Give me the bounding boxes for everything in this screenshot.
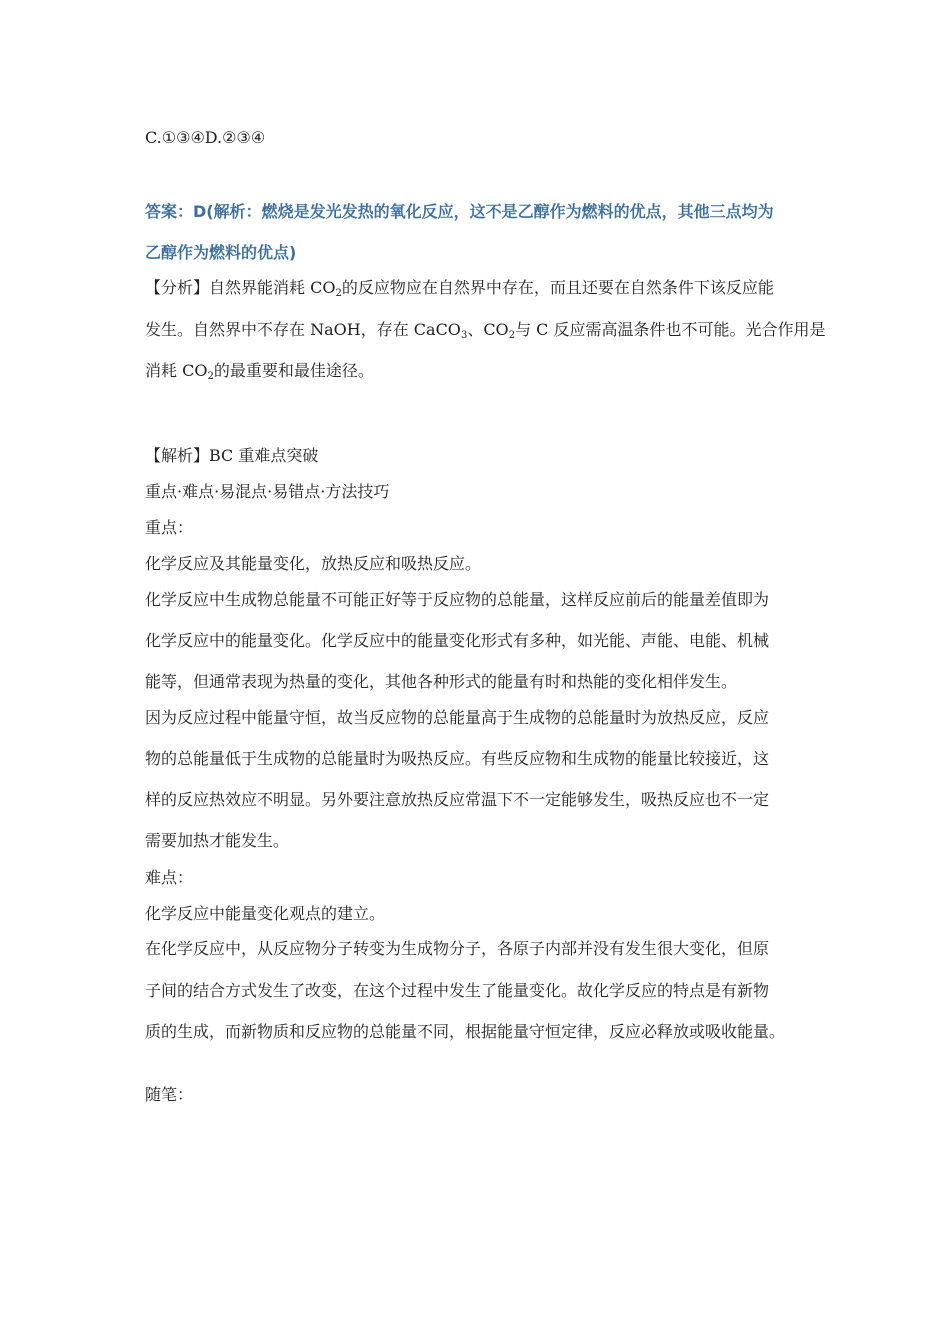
key-paragraph-1-line: 化学反应中生成物总能量不可能正好等于反应物的总能量，这样反应前后的能量差值即为: [145, 590, 770, 609]
key-paragraph-2-line: 因为反应过程中能量守恒，故当反应物的总能量高于生成物的总能量时为放热反应，反应: [145, 708, 770, 727]
answer-line-1: 答案：D(解析：燃烧是发光发热的氧化反应，这不是乙醇作为燃料的优点，其他三点均为: [145, 202, 774, 221]
key-point-title: 化学反应及其能量变化，放热反应和吸热反应。: [145, 554, 482, 573]
section-categories: 重点·难点·易混点·易错点·方法技巧: [145, 482, 390, 501]
key-paragraph-1-line: 化学反应中的能量变化。化学反应中的能量变化形式有多种，如光能、声能、电能、机械: [145, 631, 770, 650]
analysis-line-2: 发生。自然界中不存在 NaOH，存在 CaCO$_3$、$CO_2$与 C 反应需高温条件也不可能。光合作用是: [145, 320, 826, 341]
difficult-point-label: 难点：: [145, 868, 194, 887]
analysis-line-1: 【分析】自然界能消耗 $CO_2$的反应物应在自然界中存在，而且还要在自然条件下该反应能: [145, 278, 774, 299]
key-point-label: 重点：: [145, 518, 194, 537]
difficult-paragraph-line: 质的生成，而新物质和反应物的总能量不同，根据能量守恒定律，反应必释放或吸收能量。: [145, 1022, 786, 1041]
key-paragraph-2-line: 需要加热才能发生。: [145, 831, 290, 850]
analysis-line-3: 消耗 $CO_2$的最重要和最佳途径。: [145, 361, 374, 382]
key-paragraph-2-line: 物的总能量低于生成物的总能量时为吸热反应。有些反应物和生成物的能量比较接近，这: [145, 749, 770, 768]
key-paragraph-1-line: 能等，但通常表现为热量的变化，其他各种形式的能量有时和热能的变化相伴发生。: [145, 672, 738, 691]
notes-label: 随笔：: [145, 1085, 194, 1104]
answer-line-2: 乙醇作为燃料的优点): [145, 243, 297, 262]
key-paragraph-2-line: 样的反应热效应不明显。另外要注意放热反应常温下不一定能够发生，吸热反应也不一定: [145, 790, 770, 809]
difficult-paragraph-line: 子间的结合方式发生了改变，在这个过程中发生了能量变化。故化学反应的特点是有新物: [145, 981, 770, 1000]
difficult-paragraph-line: 在化学反应中，从反应物分子转变为生成物分子，各原子内部并没有发生很大变化，但原: [145, 939, 770, 958]
difficult-point-title: 化学反应中能量变化观点的建立。: [145, 904, 386, 923]
options-line: C.①③④D.②③④: [145, 128, 266, 147]
section-heading: 【解析】BC 重难点突破: [145, 446, 319, 465]
